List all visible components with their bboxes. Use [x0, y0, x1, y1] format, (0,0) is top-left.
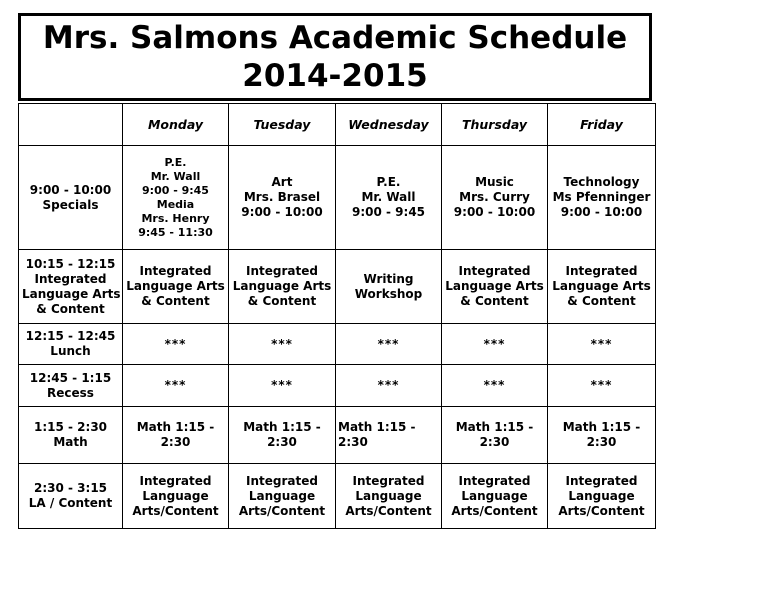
- cell-monday: [123, 250, 229, 324]
- day-header-tuesday: Tuesday: [229, 104, 336, 146]
- time-range: 2:30 - 3:15: [33, 481, 108, 495]
- cell-line: Language Arts: [445, 279, 544, 293]
- cell-line: Media: [156, 197, 195, 211]
- cell-monday: [123, 407, 229, 464]
- cell-monday: [123, 464, 229, 529]
- cell-line: Arts/Content: [238, 503, 326, 518]
- time-label: Math: [53, 435, 88, 449]
- cell-friday: [548, 146, 656, 250]
- time-label: Lunch: [50, 344, 91, 358]
- cell-monday: ***: [123, 365, 229, 407]
- schedule-row-recess: [19, 365, 656, 407]
- cell-tuesday: [229, 407, 336, 464]
- time-label: Integrated: [34, 271, 107, 286]
- cell-tuesday: [229, 464, 336, 529]
- cell-wednesday: [336, 407, 442, 464]
- time-cell: [19, 324, 123, 365]
- time-label: & Content: [36, 301, 105, 316]
- cell-line: Arts/Content: [132, 503, 219, 518]
- cell-line: Mr. Wall: [361, 190, 416, 204]
- cell-tuesday: [229, 250, 336, 324]
- cell-friday: [548, 464, 656, 529]
- cell-line: 9:00 - 9:45: [142, 183, 209, 197]
- cell-thursday: [442, 250, 548, 324]
- cell-line: Technology: [563, 175, 640, 189]
- cell-wednesday: ***: [336, 324, 442, 365]
- cell-line: 2:30: [338, 435, 368, 449]
- cell-friday: [548, 250, 656, 324]
- cell-line: Integrated: [139, 264, 212, 278]
- cell-line: Math 1:15 -: [455, 420, 534, 434]
- cell-line: 2:30: [586, 435, 617, 449]
- cell-line: 9:00 - 10:00: [560, 205, 643, 219]
- cell-line: Integrated: [458, 473, 531, 488]
- time-cell: [19, 464, 123, 529]
- cell-wednesday: [336, 250, 442, 324]
- time-range: 10:15 - 12:15: [25, 256, 116, 271]
- cell-line: Math 1:15 -: [243, 420, 321, 434]
- cell-line: 9:00 - 10:00: [241, 205, 323, 219]
- day-header-thursday: Thursday: [442, 104, 548, 146]
- cell-line: Language Arts: [232, 279, 332, 293]
- cell-line: 2:30: [479, 435, 510, 449]
- cell-line: Arts/Content: [345, 503, 432, 518]
- cell-thursday: [442, 464, 548, 529]
- cell-line: Integrated: [246, 473, 318, 488]
- cell-friday: [548, 407, 656, 464]
- cell-line: Math 1:15 -: [136, 420, 215, 434]
- schedule-table: [18, 103, 656, 529]
- cell-line: Integrated: [565, 473, 638, 488]
- cell-line: Math 1:15 -: [338, 420, 416, 434]
- time-cell: [19, 250, 123, 324]
- cell-line: Language: [461, 488, 528, 503]
- cell-line: P.E.: [164, 155, 187, 169]
- cell-friday: ***: [548, 324, 656, 365]
- day-header-monday: Monday: [123, 104, 229, 146]
- cell-line: P.E.: [376, 175, 401, 189]
- cell-line: Math 1:15 -: [562, 420, 641, 434]
- cell-thursday: ***: [442, 324, 548, 365]
- time-label: LA / Content: [28, 496, 113, 510]
- cell-line: Ms Pfenninger: [552, 190, 651, 204]
- schedule-row-la-content: [19, 464, 656, 529]
- schedule-row-lunch: [19, 324, 656, 365]
- cell-line: Music: [475, 175, 514, 189]
- cell-wednesday: [336, 464, 442, 529]
- cell-line: & Content: [567, 294, 636, 308]
- cell-line: Language: [568, 488, 635, 503]
- schedule-row-ela: [19, 250, 656, 324]
- cell-line: 2:30: [267, 435, 297, 449]
- schedule-title: Mrs. Salmons Academic Schedule: [42, 20, 628, 56]
- cell-line: 9:45 - 11:30: [138, 225, 213, 239]
- cell-line: & Content: [141, 294, 210, 308]
- day-header-friday: Friday: [548, 104, 656, 146]
- cell-tuesday: ***: [229, 324, 336, 365]
- cell-tuesday: [229, 146, 336, 250]
- day-header-wednesday: Wednesday: [336, 104, 442, 146]
- cell-line: Integrated: [458, 264, 531, 278]
- cell-line: Language Arts: [552, 279, 651, 293]
- cell-line: Language: [248, 488, 316, 503]
- cell-line: Mrs. Henry: [141, 211, 210, 225]
- cell-line: Mrs. Brasel: [243, 190, 321, 204]
- time-cell: [19, 146, 123, 250]
- cell-monday: ***: [123, 324, 229, 365]
- time-label: Recess: [47, 385, 94, 400]
- cell-line: 9:00 - 10:00: [453, 205, 536, 219]
- cell-wednesday: ***: [336, 365, 442, 407]
- cell-line: Language: [142, 488, 209, 503]
- time-range: 9:00 - 10:00: [29, 182, 112, 197]
- cell-friday: ***: [548, 365, 656, 407]
- cell-thursday: [442, 407, 548, 464]
- time-range: 1:15 - 2:30: [33, 420, 108, 434]
- cell-thursday: [442, 146, 548, 250]
- time-label: Language Arts: [22, 286, 121, 301]
- time-range: 12:45 - 1:15: [29, 370, 112, 385]
- cell-line: Language: [355, 488, 422, 503]
- corner-cell: [19, 104, 123, 146]
- cell-line: Mr. Wall: [150, 169, 201, 183]
- cell-line: 9:00 - 9:45: [351, 205, 426, 219]
- header-row: [19, 104, 656, 146]
- cell-line: Art: [271, 175, 293, 189]
- cell-line: Integrated: [246, 264, 318, 278]
- cell-tuesday: ***: [229, 365, 336, 407]
- cell-line: Integrated: [565, 264, 638, 278]
- cell-line: & Content: [247, 294, 317, 308]
- time-label: Specials: [42, 197, 99, 212]
- time-cell: [19, 407, 123, 464]
- cell-wednesday: [336, 146, 442, 250]
- cell-line: Integrated: [139, 473, 212, 488]
- cell-line: 2:30: [160, 435, 191, 449]
- schedule-title-box: [18, 13, 652, 101]
- cell-thursday: ***: [442, 365, 548, 407]
- cell-line: Mrs. Curry: [459, 190, 530, 204]
- cell-line: Language Arts: [126, 279, 225, 293]
- schedule-row-math: [19, 407, 656, 464]
- schedule-row-specials: [19, 146, 656, 250]
- schedule-year: 2014-2015: [242, 58, 428, 94]
- cell-monday: [123, 146, 229, 250]
- cell-line: Arts/Content: [558, 503, 645, 518]
- cell-line: Writing: [363, 271, 414, 286]
- cell-line: Workshop: [354, 286, 423, 301]
- time-cell: [19, 365, 123, 407]
- cell-line: Arts/Content: [451, 503, 538, 518]
- cell-line: & Content: [460, 294, 529, 308]
- time-range: 12:15 - 12:45: [25, 329, 116, 343]
- cell-line: Integrated: [352, 473, 425, 488]
